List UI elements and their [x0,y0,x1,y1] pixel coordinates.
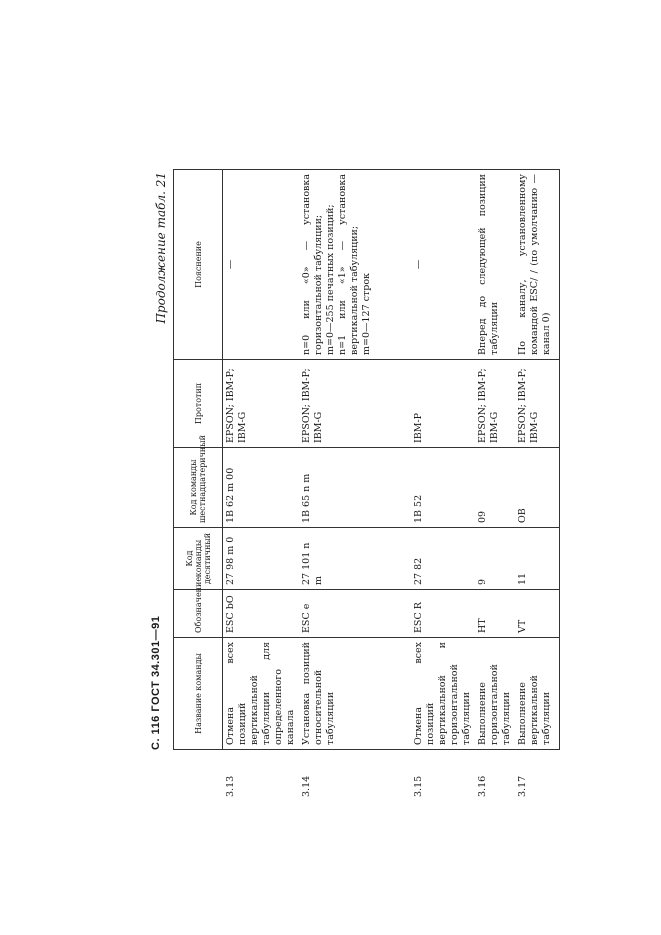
table-row [223,170,300,750]
col-header-name: Название команды [174,638,223,750]
cell-code-hex: 1B 52 [411,448,475,528]
page-header [150,170,170,750]
cell-prototype: EPSON; IBM-P; IBM-G [515,360,559,448]
col-header-code-hex: Код команды шестнадцатеричный [174,448,223,528]
table-continuation-label: Продолжение табл. 21 [154,172,168,324]
cell-code-dec: 11 [515,528,559,590]
cell-name: 3.13Отмена всех позиций вертикальной табуляции для определенного канала [223,638,300,750]
cell-prototype: EPSON; IBM-P; IBM-G [223,360,300,448]
col-header-designation: Обозначение [174,590,223,638]
table-row [299,170,411,750]
cell-name: 3.16Выполнение горизонтальной табуляции [475,638,515,750]
cell-explanation: — [411,170,475,360]
table-row [475,170,515,750]
table-row [411,170,475,750]
page-reference: С. 116 ГОСТ 34.301—91 [150,615,162,750]
cell-code-dec: 27 101 n m [299,528,411,590]
cell-designation: ESC bO [223,590,300,638]
col-header-explanation: Пояснение [174,170,223,360]
table-row [515,170,559,750]
cell-name: 3.14Установка позиций относительной табуляции [299,638,411,750]
cell-explanation: — [223,170,300,360]
cell-code-dec: 9 [475,528,515,590]
cell-explanation: По каналу, установленному командой ESC/ / (по умолчанию — канал 0) [515,170,559,360]
cell-explanation: Вперед до следующей позиции табуляции [475,170,515,360]
cell-code-hex: OB [515,448,559,528]
cell-code-dec: 27 98 m 0 [223,528,300,590]
cell-designation: ESC e [299,590,411,638]
cell-name: 3.15Отмена всех позиций вертикальной и горизонтальной табуляции [411,638,475,750]
cell-code-hex: 1B 62 m 00 [223,448,300,528]
rotated-page [150,170,552,797]
cell-code-hex: 09 [475,448,515,528]
cell-prototype: EPSON; IBM-P; IBM-G [475,360,515,448]
cell-prototype: IBM-P [411,360,475,448]
cell-designation: ESC R [411,590,475,638]
cell-explanation: n=0 или «0» — установка горизонтальной табуляции; m=0—255 печатных позиций; n=1 или «1» — установка вертикальной табуляции; m=0—127 строк [299,170,411,360]
cell-code-dec: 27 82 [411,528,475,590]
col-header-prototype: Прототип [174,360,223,448]
col-header-code-dec: Код команды десятичный [174,528,223,590]
cell-designation: HT [475,590,515,638]
command-table [173,169,560,797]
table-header-row [174,170,223,750]
cell-designation: VT [515,590,559,638]
cell-code-hex: 1B 65 n m [299,448,411,528]
cell-name: 3.17Выполнение вертикальной табуляции [515,638,559,750]
cell-prototype: EPSON; IBM-P; IBM-G [299,360,411,448]
